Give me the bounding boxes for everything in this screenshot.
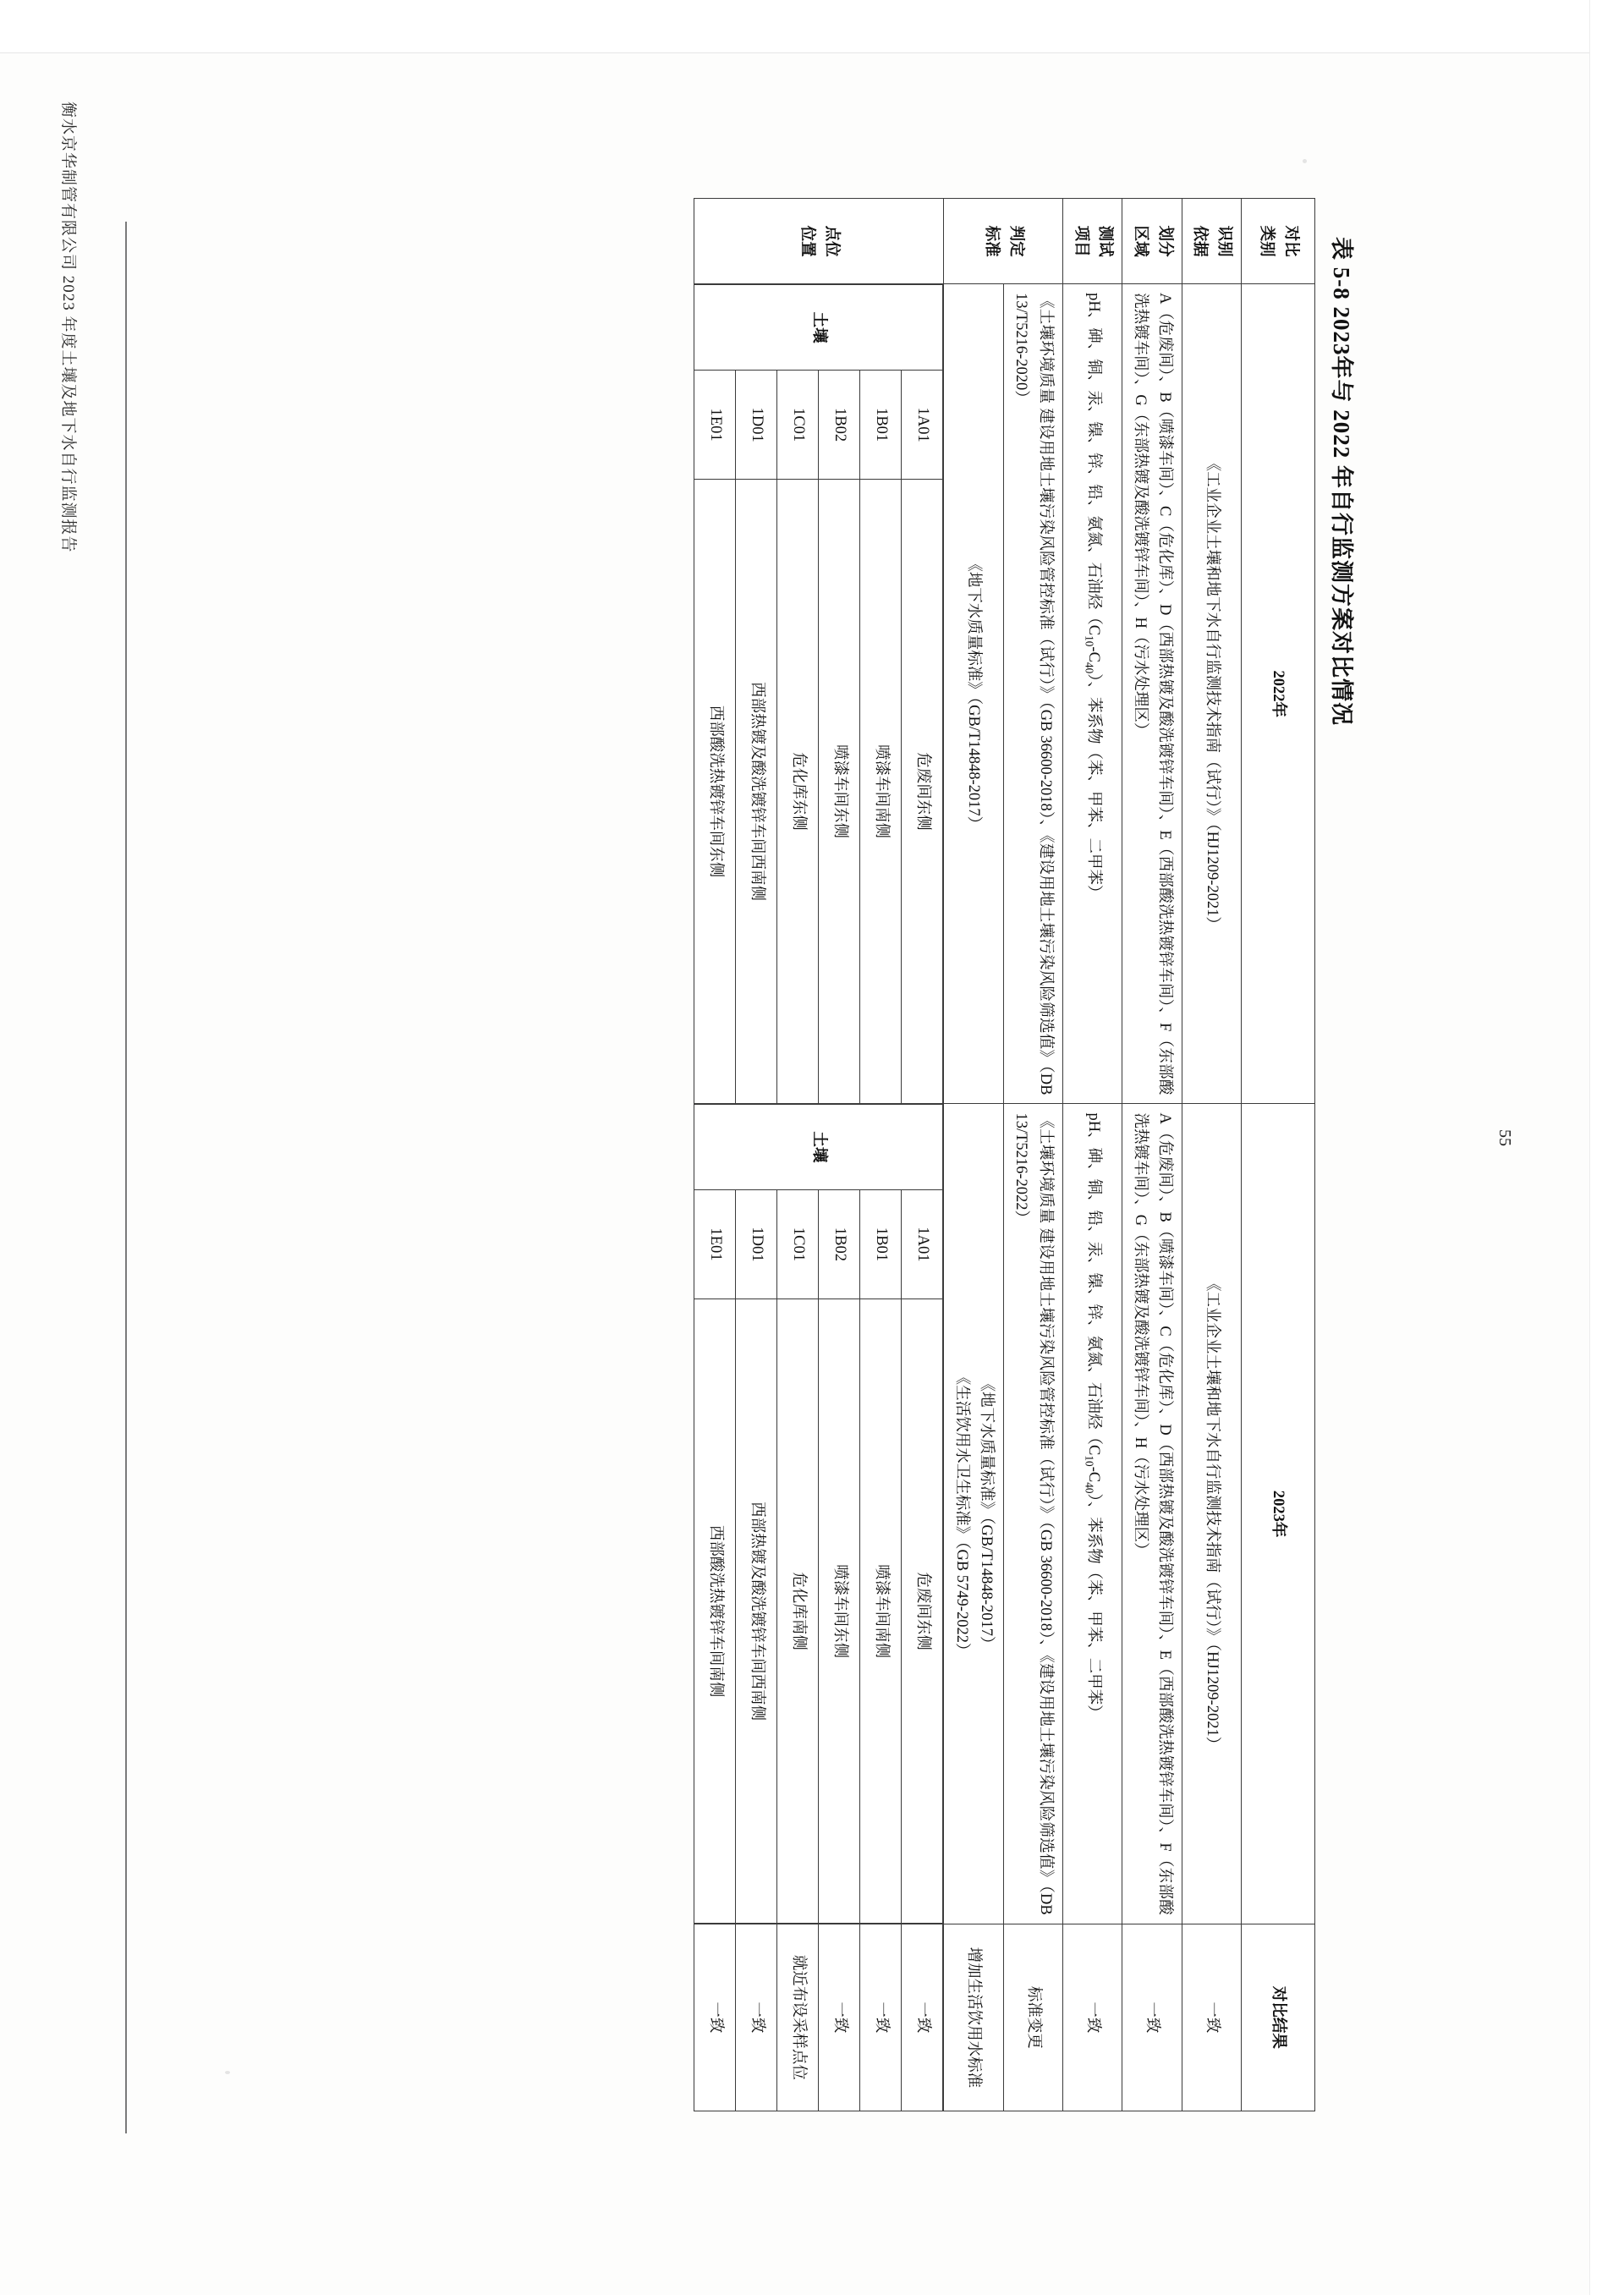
table-row	[902, 1104, 943, 1923]
point-name: 喷漆车间南侧	[860, 480, 902, 1104]
running-header: 衡水京华制管有限公司 2023 年度土壤及地下水自行监测报告	[59, 102, 77, 553]
table-row	[819, 1924, 860, 2111]
table-row	[1003, 199, 1062, 2111]
row-label-zoning: 划分 区域	[1122, 199, 1182, 284]
table-row	[777, 285, 819, 1104]
point-code: 1E01	[694, 1189, 736, 1298]
point-name: 危化库东侧	[777, 480, 819, 1104]
point-code: 1C01	[777, 1189, 819, 1298]
table-row	[902, 1924, 943, 2111]
table-row	[736, 1924, 777, 2111]
media-label-soil-2022: 土壤	[694, 285, 943, 371]
table-row	[902, 285, 943, 1104]
row-label-test-items: 测试 项目	[1062, 199, 1122, 284]
point-code: 1D01	[736, 371, 777, 480]
point-code: 1A01	[902, 1189, 943, 1298]
column-header-category: 对比 类别	[1242, 199, 1315, 284]
point-result-table	[694, 1924, 943, 2111]
point-result-nearby-layout: 就近布设采样点位	[777, 1924, 819, 2111]
cell-2022-point-location	[694, 284, 944, 1104]
table-row	[860, 1924, 902, 2111]
table-caption: 表 5-8 2023年与 2022 年自行监测方案对比情况	[1329, 237, 1354, 726]
point-result: 一致	[902, 1924, 943, 2111]
cell-result-test-items: 一致	[1062, 1924, 1122, 2111]
table-row-point-location	[694, 199, 944, 2111]
table-row	[694, 1104, 736, 1923]
table-row	[694, 285, 736, 1104]
column-header-2022: 2022年	[1242, 284, 1315, 1104]
table-row	[819, 285, 860, 1104]
point-result: 一致	[860, 1924, 902, 2111]
point-name: 喷漆车间东侧	[819, 480, 860, 1104]
point-name: 西部热镀及酸洗镀锌车间西南侧	[736, 1298, 777, 1923]
criteria-2023-groundwater: 《地下水质量标准》（GB/T14848-2017）	[977, 1375, 995, 1652]
cell-2023-criteria-soil: 《土壤环境质量 建设用地土壤污染风险管控标准（试行）》（GB 36600-2018）、《建设用地土壤污染风险筛选值》（DB 13/T5216-2022）	[1003, 1104, 1062, 1924]
cell-2023-point-location	[694, 1104, 944, 1924]
table-row	[777, 1104, 819, 1923]
row-label-point-location: 点位 位置	[694, 199, 944, 284]
point-table-2023	[694, 1104, 943, 1924]
scan-speckle	[1303, 159, 1307, 163]
point-code: 1E01	[694, 371, 736, 480]
point-code: 1C01	[777, 371, 819, 480]
point-code: 1D01	[736, 1189, 777, 1298]
point-table-2022	[694, 284, 943, 1104]
table-row	[736, 1104, 777, 1923]
table-row	[1062, 199, 1122, 2111]
point-name: 喷漆车间东侧	[819, 1298, 860, 1923]
point-result: 一致	[736, 1924, 777, 2111]
page-number: 55	[1495, 1129, 1514, 1146]
point-code: 1B02	[819, 371, 860, 480]
cell-result-criteria-water: 增加生活饮用水标准	[944, 1924, 1003, 2111]
page-rule-line	[125, 222, 127, 2133]
table-row	[944, 199, 1003, 2111]
row-label-identification-basis: 识别 依据	[1182, 199, 1241, 284]
table-row	[1182, 199, 1241, 2111]
point-code: 1B01	[860, 371, 902, 480]
cell-result-zoning: 一致	[1122, 1924, 1182, 2111]
table-row	[860, 1104, 902, 1923]
cell-2022-zoning: A（危废间）、B（喷漆车间）、C（危化库）、D（西部热镀及酸洗镀锌车间）、E（西部酸洗热镀锌车间）、F（东部酸洗热镀车间）、G（东部热镀及酸洗镀锌车间）、H（污水处理区）	[1122, 284, 1182, 1104]
row-label-criteria: 判定 标准	[944, 199, 1063, 284]
point-name: 危废间东侧	[902, 480, 943, 1104]
scan-edge-top	[0, 0, 1624, 53]
cell-2023-identification-basis: 《工业企业土壤和地下水自行监测技术指南（试行）》（HJ1209-2021）	[1182, 1104, 1241, 1924]
table-header-row	[1242, 199, 1315, 2111]
point-result: 一致	[819, 1924, 860, 2111]
criteria-2023-drinking-water: 《生活饮用水卫生标准》（GB 5749-2022）	[952, 1369, 970, 1659]
table-row	[777, 1924, 819, 2111]
scan-speckle	[225, 2071, 230, 2074]
table-row	[860, 285, 902, 1104]
table-row	[1122, 199, 1182, 2111]
point-name: 西部酸洗热镀锌车间南侧	[694, 1298, 736, 1923]
table-row	[819, 1104, 860, 1923]
cell-2022-identification-basis: 《工业企业土壤和地下水自行监测技术指南（试行）》（HJ1209-2021）	[1182, 284, 1241, 1104]
cell-2022-test-items: pH、砷、铜、汞、镍、锌、铅、氨氮、石油烃$(C_{10}-C_{40})$、苯系物（苯、甲苯、二甲苯）	[1062, 284, 1122, 1104]
cell-result-criteria-soil: 标准变更	[1003, 1924, 1062, 2111]
point-name: 喷漆车间南侧	[860, 1298, 902, 1923]
table-row	[736, 285, 777, 1104]
point-code: 1A01	[902, 371, 943, 480]
scan-edge-right	[1589, 0, 1624, 2295]
cell-2023-zoning: A（危废间）、B（喷漆车间）、C（危化库）、D（西部热镀及酸洗镀锌车间）、E（西部酸洗热镀锌车间）、F（东部酸洗热镀车间）、G（东部热镀及酸洗镀锌车间）、H（污水处理区）	[1122, 1104, 1182, 1924]
column-header-result: 对比结果	[1242, 1924, 1315, 2111]
column-header-2023: 2023年	[1242, 1104, 1315, 1924]
table-row	[694, 1924, 736, 2111]
point-name: 危化库南侧	[777, 1298, 819, 1923]
cell-2022-criteria-water: 《地下水质量标准》（GB/T14848-2017）	[944, 284, 1003, 1104]
point-result: 一致	[694, 1924, 736, 2111]
point-code: 1B02	[819, 1189, 860, 1298]
point-name: 西部酸洗热镀锌车间东侧	[694, 480, 736, 1104]
cell-2023-criteria-water	[944, 1104, 1003, 1924]
cell-2023-test-items: pH、砷、铜、铅、汞、镍、锌、氨氮、石油烃$(C_{10}-C_{40})$、苯系物（苯、甲苯、二甲苯）	[1062, 1104, 1122, 1924]
point-name: 西部热镀及酸洗镀锌车间西南侧	[736, 480, 777, 1104]
media-label-soil-2023: 土壤	[694, 1104, 943, 1189]
cell-result-identification-basis: 一致	[1182, 1924, 1241, 2111]
point-name: 危废间东侧	[902, 1298, 943, 1923]
cell-result-point-location	[694, 1924, 944, 2111]
rotated-table-stage	[184, 196, 1360, 2117]
point-code: 1B01	[860, 1189, 902, 1298]
cell-2022-criteria-soil: 《土壤环境质量 建设用地土壤污染风险管控标准（试行）》（GB 36600-2018）、《建设用地土壤污染风险筛选值》（DB 13/T5216-2020）	[1003, 284, 1062, 1104]
comparison-table	[694, 198, 1315, 2111]
